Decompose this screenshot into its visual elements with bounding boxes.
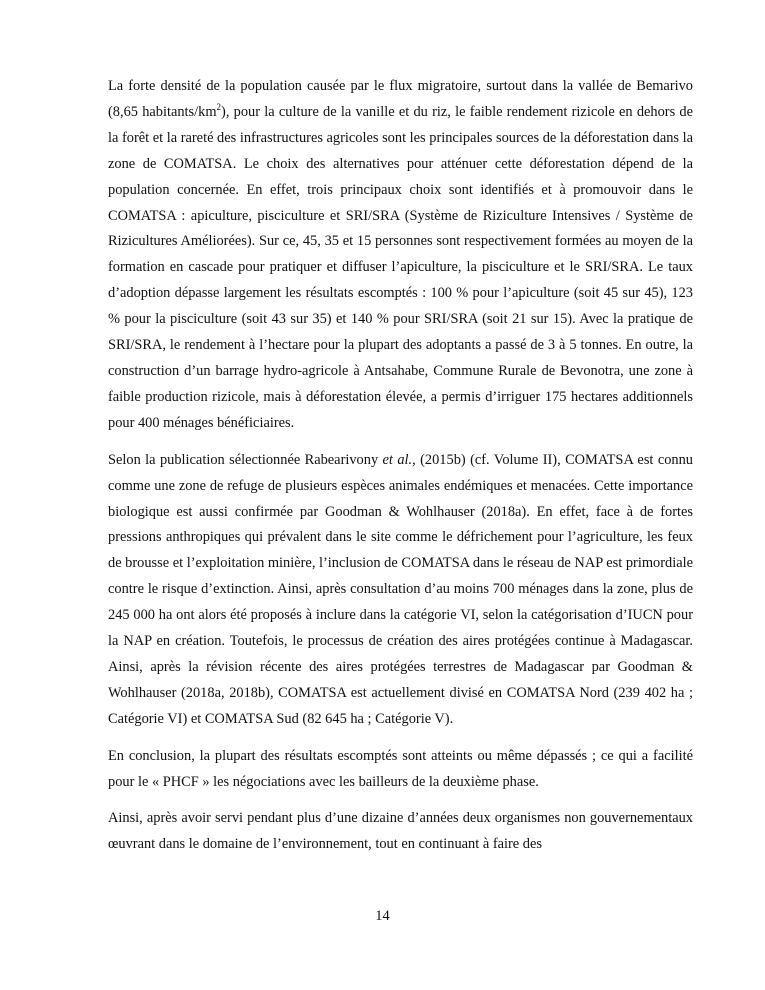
paragraph-text: Selon la publication sélectionnée Rabearivony (108, 451, 383, 468)
document-page (108, 74, 693, 858)
superscript-exponent: 2 (216, 102, 222, 113)
paragraph-text: , (2015b) (cf. Volume II), COMATSA est connu comme une zone de refuge de plusieurs espèces animales endémiques et menacées. Cette importance biologique est aussi confirmée par Goodman & Wohlhauser (2018a). En effet, face à de fortes pressions anthropiques qui prévalent dans le site comme le défrichement pour l’agriculture, les feux de brousse et l’exploitation minière, l’inclusion de COMATSA dans le réseau de NAP est primordiale contre le risque d’extinction. Ainsi, après consultation d’au moins 700 ménages dans la zone, plus de 245 000 ha ont alors été proposés à inclure dans la catégorie VI, selon la catégorisation d’IUCN pour la NAP en création. Toutefois, le processus de création des aires protégées continue à Madagascar. Ainsi, après la révision récente des aires protégées terrestres de Madagascar par Goodman & Wohlhauser (2018a, 2018b), COMATSA est actuellement divisé en COMATSA Nord (239 402 ha ; Catégorie VI) et COMATSA Sud (82 645 ha ; Catégorie V). (108, 451, 693, 727)
paragraph-conclusion: En conclusion, la plupart des résultats escomptés sont atteints ou même dépassés ; ce qui a facilité pour le « PHCF » les négociations avec les bailleurs de la deuxième phase. (108, 747, 693, 790)
paragraph-deforestation-alternatives (108, 74, 693, 437)
italic-citation: et al. (382, 451, 413, 468)
paragraph-comatsa-biodiversity (108, 448, 693, 733)
paragraph-text: La forte densité de la population causée par le flux migratoire, surtout dans la vallée de Bemarivo (8,65 habitants/km (108, 78, 693, 120)
paragraph-continuation: Ainsi, après avoir servi pendant plus d’une dizaine d’années deux organismes non gouvernementaux œuvrant dans le domaine de l’environnement, tout en continuant à faire des (108, 810, 693, 853)
paragraph-text: ), pour la culture de la vanille et du riz, le faible rendement rizicole en dehors de la forêt et la rareté des infrastructures agricoles sont les principales sources de la déforestation dans la zone de COMATSA. Le choix des alternatives pour atténuer cette déforestation dépend de la population concernée. En effet, trois principaux choix sont identifiés et à promouvoir dans le COMATSA : apiculture, pisciculture et SRI/SRA (Système de Riziculture Intensives / Système de Rizicultures Améliorées). Sur ce, 45, 35 et 15 personnes sont respectivement formées au moyen de la formation en cascade pour pratiquer et diffuser l’apiculture, la pisciculture et le SRI/SRA. Le taux d’adoption dépasse largement les résultats escomptés : 100 % pour l’apiculture (soit 45 sur 45), 123 % pour la pisciculture (soit 43 sur 35) et 140 % pour SRI/SRA (soit 21 sur 15). Avec la pratique de SRI/SRA, le rendement à l’hectare pour la plupart des adoptants a passé de 3 à 5 tonnes. En outre, la construction d’un barrage hydro-agricole à Antsahabe, Commune Rurale de Bevonotra, une zone à faible production rizicole, mais à déforestation élevée, a permis d’irriguer 175 hectares additionnels pour 400 ménages bénéficiaires. (108, 103, 693, 431)
page-number: 14 (375, 908, 390, 924)
